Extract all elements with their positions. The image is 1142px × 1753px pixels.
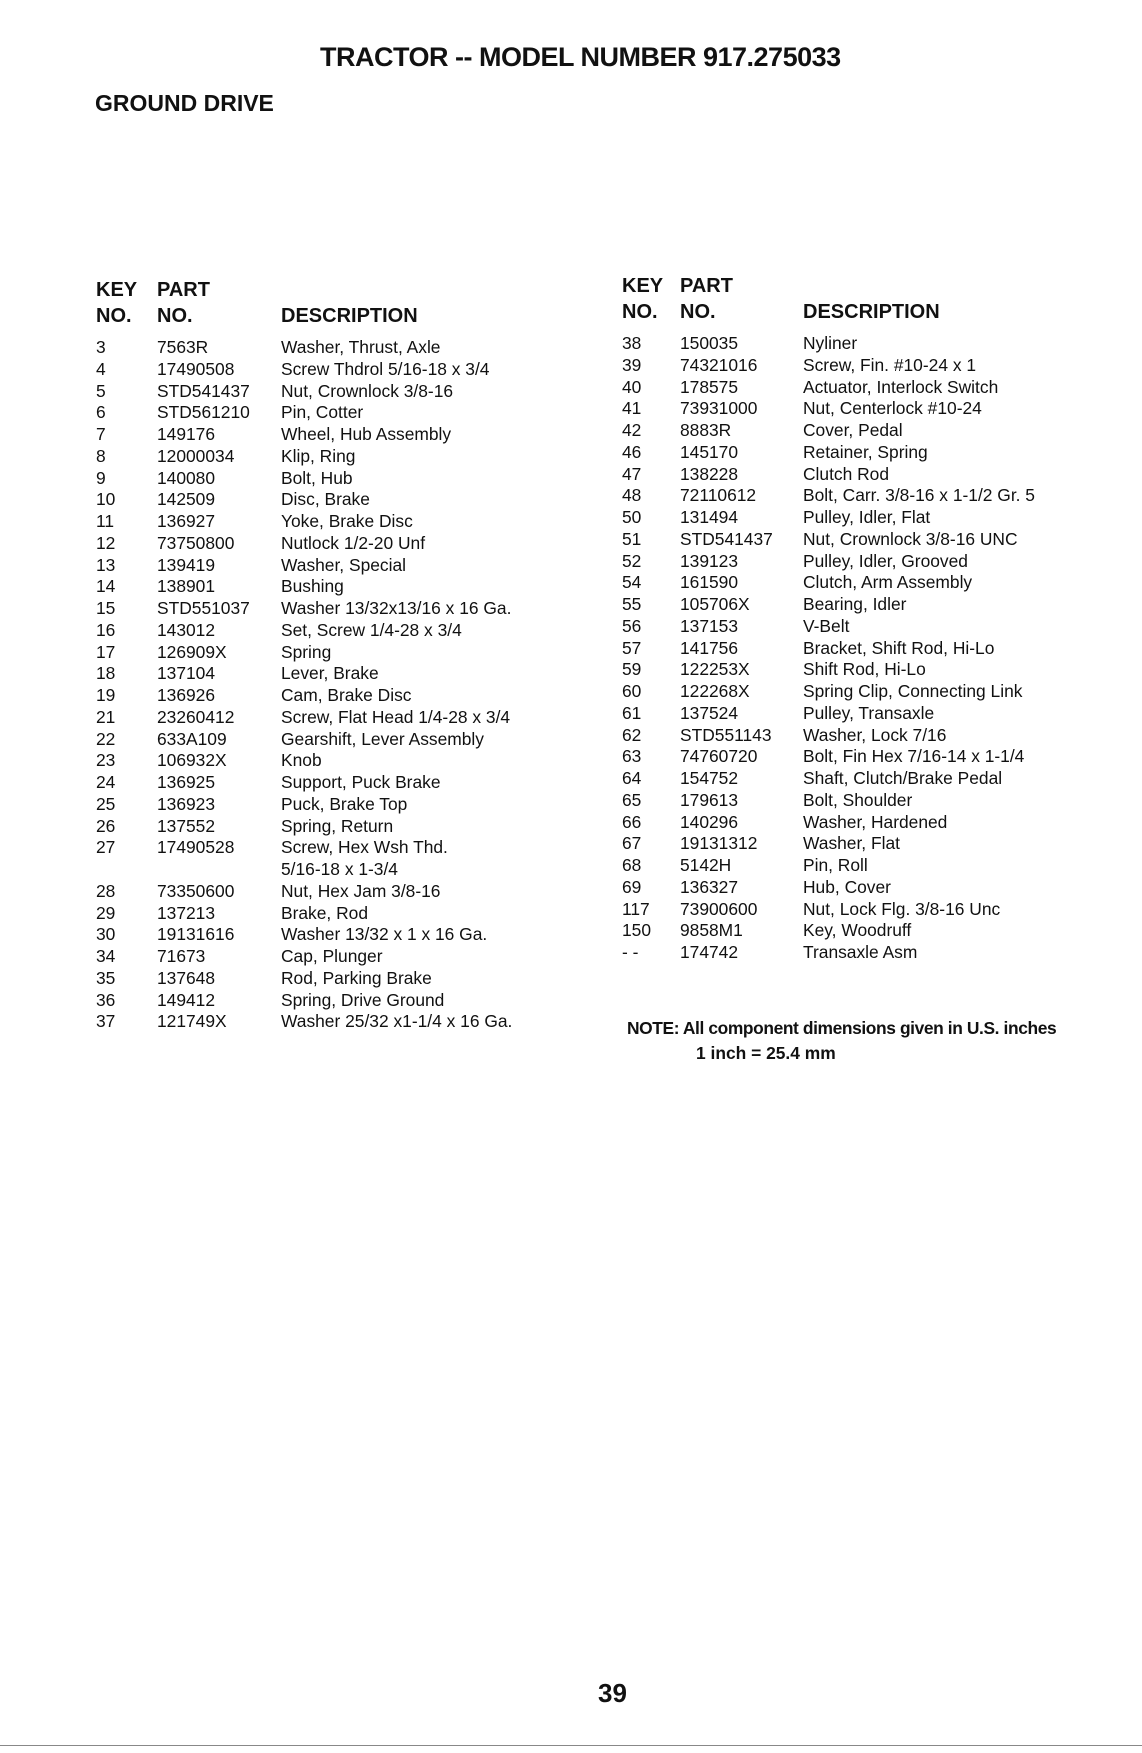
table-row [622, 746, 1035, 768]
part-description: Nut, Crownlock 3/8-16 UNC [803, 528, 1018, 549]
part-number: 122268X [680, 681, 750, 701]
part-description: Nut, Lock Flg. 3/8-16 Unc [803, 898, 1001, 919]
part-number: 154752 [680, 768, 739, 788]
part-number: 126909X [157, 641, 227, 662]
part-description: Disc, Brake [281, 489, 370, 510]
part-description: Washer, Hardened [803, 811, 948, 832]
part-description: Pin, Roll [803, 855, 868, 875]
header-key-no: NO. [622, 301, 658, 323]
table-row [96, 924, 512, 946]
part-number: 141756 [680, 637, 739, 658]
part-number: 106932X [157, 750, 227, 771]
part-number: 137153 [680, 615, 739, 636]
key-number: 18 [96, 663, 116, 684]
table-row [622, 681, 1035, 703]
part-number: 149412 [157, 989, 216, 1010]
column-header [622, 275, 1092, 333]
part-description: Clutch, Arm Assembly [803, 572, 973, 593]
table-row [622, 659, 1035, 681]
table-row [96, 337, 512, 359]
page-number: 39 [598, 1678, 627, 1708]
key-number: 12 [96, 532, 116, 553]
table-row [622, 464, 1035, 486]
table-row [622, 398, 1035, 420]
key-number: 25 [96, 793, 116, 814]
key-number: 50 [622, 507, 642, 527]
key-number: 7 [96, 424, 106, 444]
key-number: 69 [622, 876, 642, 897]
table-row [96, 903, 512, 925]
key-number: 57 [622, 637, 642, 658]
part-number: 73750800 [157, 532, 235, 553]
part-number: 74760720 [680, 746, 758, 767]
part-number: STD541437 [680, 528, 773, 549]
part-number: 142509 [157, 489, 216, 510]
table-row [622, 920, 1035, 942]
table-row [96, 555, 512, 577]
part-number: 137648 [157, 967, 216, 988]
key-number: 63 [622, 746, 642, 767]
part-number: 23260412 [157, 706, 235, 727]
key-number: 64 [622, 768, 642, 788]
part-description: Lever, Brake [281, 663, 379, 684]
key-number: 52 [622, 550, 642, 571]
part-description: Nut, Hex Jam 3/8-16 [281, 880, 441, 901]
parts-column-left [96, 279, 576, 1033]
table-row [622, 833, 1035, 855]
table-row [96, 946, 512, 968]
table-row [96, 663, 512, 685]
key-number: 19 [96, 685, 116, 705]
key-number: 14 [96, 576, 116, 597]
part-number: 137213 [157, 902, 216, 923]
part-description: Nut, Crownlock 3/8-16 [281, 380, 454, 401]
part-description: Washer, Thrust, Axle [281, 337, 441, 357]
part-number: 17490508 [157, 358, 235, 379]
table-row [622, 572, 1035, 594]
part-description: Pin, Cotter [281, 402, 364, 423]
part-number [157, 859, 281, 881]
key-number: 6 [96, 402, 106, 423]
part-number: 161590 [680, 572, 739, 593]
key-number: 15 [96, 598, 116, 618]
table-row [96, 620, 512, 642]
table-row [96, 859, 512, 881]
part-number: 136327 [680, 876, 739, 897]
part-number: 137524 [680, 702, 739, 723]
part-number: 17490528 [157, 837, 235, 858]
part-number: 143012 [157, 619, 216, 640]
part-description: Shift Rod, Hi-Lo [803, 659, 926, 680]
table-row [96, 576, 512, 598]
table-row [622, 768, 1035, 790]
dimensions-note: NOTE: All component dimensions given in U.S. inches [627, 1018, 1057, 1038]
key-number: 65 [622, 789, 642, 810]
header-key-no: NO. [96, 305, 132, 327]
part-number: 145170 [680, 441, 739, 462]
key-number: 68 [622, 855, 642, 875]
part-description: Gearshift, Lever Assembly [281, 728, 484, 749]
key-number: 47 [622, 463, 642, 484]
part-number: 74321016 [680, 354, 758, 375]
part-number: 12000034 [157, 445, 235, 466]
part-description: Screw Thdrol 5/16-18 x 3/4 [281, 358, 490, 379]
key-number: 28 [96, 880, 116, 901]
table-row [622, 355, 1035, 377]
part-description: Washer 25/32 x1-1/4 x 16 Ga. [281, 1011, 513, 1032]
part-number: 73900600 [680, 898, 758, 919]
key-number: 3 [96, 337, 106, 357]
header-key: KEY [622, 275, 664, 297]
part-description: Nyliner [803, 333, 858, 353]
key-number: 117 [622, 898, 650, 919]
table-row [622, 790, 1035, 812]
part-number: 149176 [157, 424, 216, 444]
part-description: Knob [281, 750, 322, 771]
table-row [622, 942, 1035, 964]
key-number: 21 [96, 706, 116, 727]
table-row [96, 968, 512, 990]
part-description: Spring, Drive Ground [281, 989, 445, 1010]
table-row [622, 442, 1035, 464]
key-number: 27 [96, 837, 116, 858]
part-description: Bolt, Fin Hex 7/16-14 x 1-1/4 [803, 746, 1025, 767]
part-number: 138901 [157, 576, 216, 597]
part-description: Nut, Centerlock #10-24 [803, 398, 982, 419]
part-number: STD541437 [157, 380, 250, 401]
part-number: 73350600 [157, 880, 235, 901]
part-description: Brake, Rod [281, 902, 368, 923]
part-description: Spring Clip, Connecting Link [803, 681, 1023, 701]
part-description: Cover, Pedal [803, 420, 903, 440]
key-number: 35 [96, 967, 116, 988]
key-number: 5 [96, 380, 106, 401]
table-row [96, 990, 512, 1012]
part-description: Washer, Flat [803, 833, 900, 854]
part-description: Washer 13/32 x 1 x 16 Ga. [281, 924, 488, 945]
table-row [96, 837, 512, 859]
part-number: 150035 [680, 333, 739, 353]
table-row [96, 511, 512, 533]
part-description: Puck, Brake Top [281, 793, 408, 814]
part-number: 7563R [157, 337, 209, 357]
key-number: 62 [622, 724, 642, 745]
part-number: 73931000 [680, 398, 758, 419]
part-number: STD551143 [680, 724, 772, 745]
key-number: 22 [96, 728, 116, 749]
key-number: 150 [622, 920, 652, 941]
key-number: 9 [96, 467, 106, 488]
part-number: 19131312 [680, 833, 758, 854]
part-number: 136923 [157, 793, 216, 814]
part-number: 179613 [680, 789, 739, 810]
key-number: 41 [622, 398, 642, 419]
header-key: KEY [96, 279, 138, 301]
part-number: 139123 [680, 550, 739, 571]
table-row [622, 812, 1035, 834]
key-number: 34 [96, 946, 116, 966]
table-row [622, 616, 1035, 638]
part-description: Screw, Hex Wsh Thd. [281, 837, 448, 858]
part-number: 136925 [157, 772, 216, 792]
part-description: Cam, Brake Disc [281, 685, 412, 705]
table-row [96, 750, 512, 772]
part-number: 174742 [680, 942, 739, 962]
part-description: Nutlock 1/2-20 Unf [281, 532, 426, 553]
table-row [96, 402, 512, 424]
table-row [622, 703, 1035, 725]
table-row [96, 424, 512, 446]
part-number: 122253X [680, 659, 750, 680]
table-row [96, 707, 512, 729]
header-description: DESCRIPTION [803, 301, 940, 323]
key-number: 60 [622, 681, 642, 701]
part-description: Bolt, Carr. 3/8-16 x 1-1/2 Gr. 5 [803, 485, 1035, 506]
part-number: 633A109 [157, 728, 227, 749]
part-number: 136926 [157, 685, 216, 705]
part-number: 71673 [157, 946, 206, 966]
key-number: 48 [622, 485, 642, 506]
part-description: Washer, Special [281, 554, 407, 575]
part-number: STD551037 [157, 598, 250, 618]
part-number: 138228 [680, 463, 739, 484]
part-description: V-Belt [803, 615, 850, 636]
table-row [96, 381, 512, 403]
part-description: Shaft, Clutch/Brake Pedal [803, 768, 1003, 788]
unit-conversion: 1 inch = 25.4 mm [696, 1043, 836, 1063]
table-row [96, 359, 512, 381]
table-row [96, 729, 512, 751]
table-row [622, 855, 1035, 877]
header-part: PART [680, 275, 733, 297]
key-number: 17 [96, 641, 116, 662]
key-number: 13 [96, 554, 116, 575]
key-number: 38 [622, 333, 642, 353]
part-number: 140080 [157, 467, 216, 488]
part-description: Bolt, Shoulder [803, 789, 913, 810]
part-number: 19131616 [157, 924, 235, 945]
table-row [96, 881, 512, 903]
part-number: 139419 [157, 554, 216, 575]
part-number: 9858M1 [680, 920, 743, 941]
key-number: 10 [96, 489, 116, 510]
part-description: Screw, Fin. #10-24 x 1 [803, 354, 977, 375]
part-description: Set, Screw 1/4-28 x 3/4 [281, 619, 462, 640]
table-row [622, 638, 1035, 660]
part-description: Key, Woodruff [803, 920, 912, 941]
part-description: Bolt, Hub [281, 467, 353, 488]
table-row [622, 877, 1035, 899]
table-row [622, 377, 1035, 399]
key-number: 11 [96, 511, 115, 531]
table-row [96, 598, 512, 620]
part-number: 178575 [680, 376, 739, 397]
key-number: 29 [96, 902, 116, 923]
table-row [96, 794, 512, 816]
key-number: 39 [622, 354, 642, 375]
part-description: 5/16-18 x 1-3/4 [281, 859, 398, 879]
key-number: 61 [622, 702, 642, 723]
part-number: 137552 [157, 815, 216, 836]
part-description: Yoke, Brake Disc [281, 511, 413, 531]
table-row [622, 594, 1035, 616]
part-number: 131494 [680, 507, 739, 527]
key-number: 26 [96, 815, 116, 836]
part-description: Pulley, Transaxle [803, 702, 935, 723]
key-number: 54 [622, 572, 642, 593]
table-row [96, 1011, 512, 1033]
key-number: 51 [622, 528, 642, 549]
part-description: Transaxle Asm [803, 942, 918, 962]
key-number: 8 [96, 445, 106, 466]
table-row [622, 507, 1035, 529]
key-number: 55 [622, 594, 642, 614]
key-number: 40 [622, 376, 642, 397]
key-number: 23 [96, 750, 116, 771]
table-row [96, 533, 512, 555]
key-number: 16 [96, 619, 116, 640]
key-number: 4 [96, 358, 106, 379]
part-number: 136927 [157, 511, 216, 531]
table-row [622, 529, 1035, 551]
part-description: Bushing [281, 576, 344, 597]
header-part-no: NO. [157, 305, 193, 327]
table-row [622, 420, 1035, 442]
table-row [96, 816, 512, 838]
page-title: TRACTOR -- MODEL NUMBER 917.275033 [320, 42, 841, 72]
part-description: Support, Puck Brake [281, 772, 441, 792]
table-row [622, 725, 1035, 747]
part-description: Actuator, Interlock Switch [803, 376, 999, 397]
part-description: Bracket, Shift Rod, Hi-Lo [803, 637, 995, 658]
key-number: 66 [622, 811, 642, 832]
key-number: 46 [622, 441, 642, 462]
parts-table-left [96, 337, 512, 1033]
part-description: Hub, Cover [803, 876, 891, 897]
part-number: 72110612 [680, 485, 757, 506]
table-row [96, 642, 512, 664]
table-row [96, 446, 512, 468]
parts-column-right [622, 275, 1092, 964]
part-description: Klip, Ring [281, 445, 356, 466]
header-part-no: NO. [680, 301, 716, 323]
part-number: 137104 [157, 663, 216, 684]
part-description: Screw, Flat Head 1/4-28 x 3/4 [281, 706, 511, 727]
table-row [622, 899, 1035, 921]
part-description: Pulley, Idler, Grooved [803, 550, 968, 571]
part-description: Wheel, Hub Assembly [281, 424, 452, 444]
part-description: Clutch Rod [803, 463, 890, 484]
key-number: 37 [96, 1011, 116, 1032]
part-number: 105706X [680, 594, 750, 614]
key-number: 36 [96, 989, 116, 1010]
part-number: 5142H [680, 855, 732, 875]
key-number [96, 859, 157, 881]
part-number: 140296 [680, 811, 739, 832]
table-row [96, 468, 512, 490]
header-description: DESCRIPTION [281, 305, 418, 327]
page-divider [0, 1745, 1142, 1747]
key-number: 67 [622, 833, 642, 854]
parts-table-right [622, 333, 1035, 964]
part-number: 8883R [680, 420, 732, 440]
part-description: Retainer, Spring [803, 441, 928, 462]
key-number: - - [622, 942, 639, 962]
part-description: Pulley, Idler, Flat [803, 507, 931, 527]
key-number: 56 [622, 615, 642, 636]
part-description: Washer 13/32x13/16 x 16 Ga. [281, 598, 512, 618]
part-description: Spring [281, 641, 332, 662]
table-row [96, 489, 512, 511]
header-part: PART [157, 279, 210, 301]
table-row [96, 685, 512, 707]
part-description: Spring, Return [281, 815, 394, 836]
table-row [622, 485, 1035, 507]
part-number: 121749X [157, 1011, 227, 1032]
key-number: 42 [622, 420, 642, 440]
table-row [96, 772, 512, 794]
section-title: GROUND DRIVE [95, 90, 274, 116]
key-number: 24 [96, 772, 116, 792]
table-row [622, 551, 1035, 573]
part-description: Rod, Parking Brake [281, 967, 432, 988]
part-description: Bearing, Idler [803, 594, 907, 614]
table-row [622, 333, 1035, 355]
part-description: Washer, Lock 7/16 [803, 724, 947, 745]
part-description: Cap, Plunger [281, 946, 383, 966]
key-number: 59 [622, 659, 642, 680]
key-number: 30 [96, 924, 116, 945]
column-header [96, 279, 576, 337]
part-number: STD561210 [157, 402, 250, 423]
